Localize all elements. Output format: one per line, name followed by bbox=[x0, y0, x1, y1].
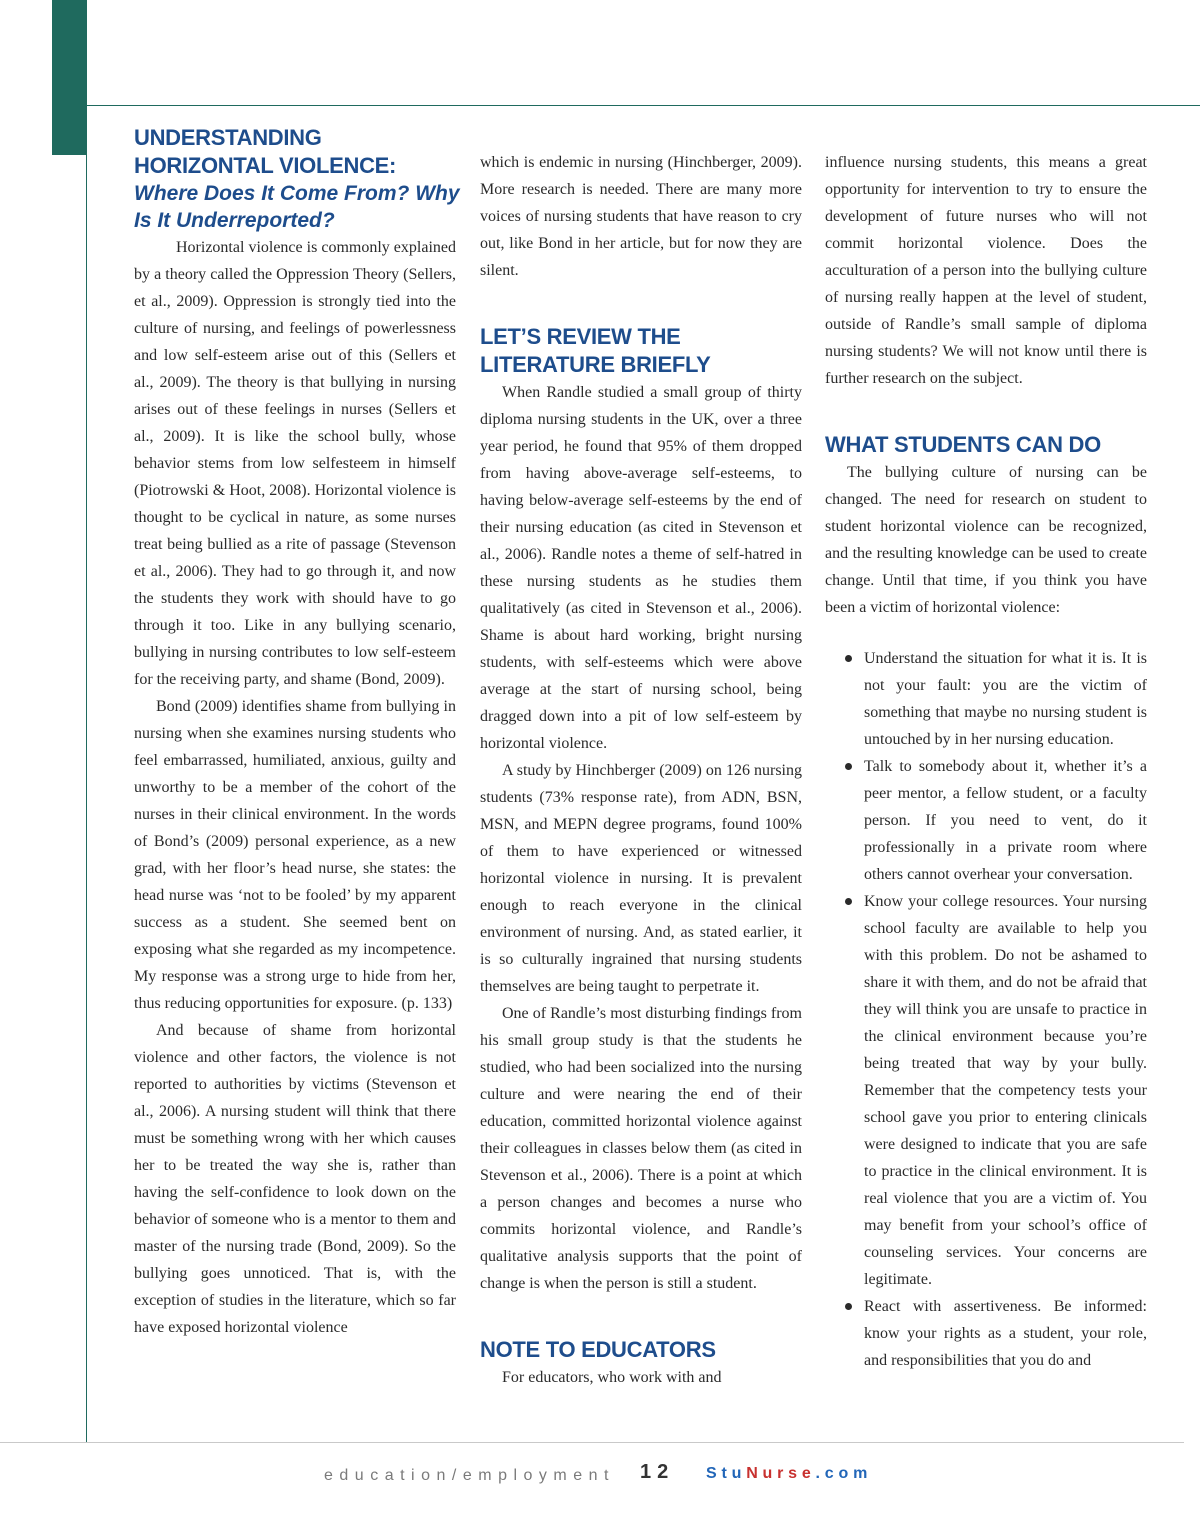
list-item: Talk to somebody about it, whether it’s a peer mentor, a fellow student, or a faculty person. If you need to vent, do it professionally in a private room where others cannot overhear your conversation. bbox=[825, 753, 1147, 888]
paragraph: One of Randle’s most disturbing findings from his small group study is that the students he studied, who had been socialized into the nursing culture and were nearing the end of their education, committed horizontal violence against their colleagues in classes below them (as cited in Stevenson et al., 2006). There is a point at which a person changes and becomes a nurse who commits horizontal violence, and Randle’s qualitative analysis supports that the point of change is when the person is still a student. bbox=[480, 1005, 802, 1292]
section-title-students: WHAT STUDENTS CAN DO bbox=[825, 432, 1101, 457]
list-item: Know your college resources. Your nursing school faculty are available to help you with this problem. Do not be ashamed to share it with them, and do not be afraid that they will think you are unsafe to practice in the clinical environment because you’re being treated that way by your bully. Remember that the competency tests your school gave you prior to entering clinicals were designed to indicate that you are safe to practice in the clinical environment. It is real violence that you are a victim of. You may benefit from your school’s office of counseling services. Your concerns are legitimate. bbox=[825, 888, 1147, 1293]
column-2 bbox=[480, 149, 802, 1391]
top-rule bbox=[86, 105, 1200, 106]
paragraph: The bullying culture of nursing can be changed. The need for research on student to student horizontal violence can be recognized, and the resulting knowledge can be used to create change. Until that time, if you think you have been a victim of horizontal violence: bbox=[825, 464, 1147, 616]
page-footer bbox=[0, 1461, 1200, 1491]
paragraph: Bond (2009) identifies shame from bullying in nursing when she examines nursing students who feel embarrassed, humiliated, anxious, guilty and unworthy to be a member of the cohort of the nurses in their clinical environment. In the words of Bond’s (2009) personal experience, as a new grad, with her floor’s head nurse, she states: the head nurse was ‘not to be fooled’ by my apparent success as a student. She seemed bent on exposing what she regarded as my incompetence. My response was a strong urge to hide from her, thus reducing opportunities for exposure. (p. 133) bbox=[134, 698, 456, 1012]
bullet-icon bbox=[845, 898, 852, 905]
column-3 bbox=[825, 149, 1147, 1374]
paragraph-continued: influence nursing students, this means a great opportunity for intervention to try to ensure the development of future nurses who will not commit horizontal violence. Does the acculturation of a person into the bullying culture of nursing really happen at the level of student, outside of Randle’s small sample of diploma nursing students? We will not know until there is further research on the subject. bbox=[825, 154, 1147, 387]
bullet-icon bbox=[845, 763, 852, 770]
paragraph: A study by Hinchberger (2009) on 126 nursing students (73% response rate), from ADN, BSN, MSN, and MEPN degree programs, found 100% of them to have experienced or witnessed horizontal violence in nursing. It is prevalent enough to reach everyone in the clinical environment of nursing. And, as stated earlier, it is so culturally ingrained that nursing students themselves are being taught to perpetrate it. bbox=[480, 762, 802, 995]
bottom-rule bbox=[0, 1442, 1184, 1443]
column-1 bbox=[134, 124, 460, 1341]
footer-section-label: education/employment bbox=[324, 1467, 615, 1484]
bullet-icon bbox=[845, 1303, 852, 1310]
section-title-literature: LET’S REVIEW THE LITERATURE BRIEFLY bbox=[480, 324, 711, 377]
tips-list bbox=[825, 645, 1147, 1374]
accent-bar bbox=[52, 0, 86, 155]
section-subtitle: Where Does It Come From? Why Is It Underreported? bbox=[134, 182, 460, 232]
list-item: Understand the situation for what it is. It is not your fault: you are the victim of something that maybe no nursing student is untouched by in her nursing education. bbox=[825, 645, 1147, 753]
list-item: React with assertiveness. Be informed: know your rights as a student, your role, and responsibilities that you do and bbox=[825, 1293, 1147, 1374]
paragraph: Horizontal violence is commonly explained by a theory called the Oppression Theory (Sellers, et al., 2009). Oppression is strongly tied into the culture of nursing, and feelings of powerlessness and low self-esteem arise out of this (Sellers et al., 2009). The theory is that bullying in nursing arises out of these feelings in nurses (Sellers et al., 2009). It is like the school bully, whose behavior stems from low selfesteem in himself (Piotrowski & Hoot, 2008). Horizontal violence is thought to be cyclical in nature, as some nurses treat being bullied as a rite of passage (Stevenson et al., 2006). They had to go through it, and now the students they work with should have to go through it too. Like in any bullying scenario, bullying in nursing contributes to low self-esteem for the receiving party, and shame (Bond, 2009). bbox=[134, 239, 456, 688]
vertical-rule bbox=[86, 0, 87, 1442]
footer-site-url[interactable]: StuNurse.com bbox=[706, 1465, 873, 1482]
paragraph: And because of shame from horizontal violence and other factors, the violence is not reported to authorities by victims (Stevenson et al., 2006). A nursing student will think that there must be something wrong with her which causes her to be treated the way she is, rather than having the self-confidence to look down on the behavior of someone who is a mentor to them and master of the nursing trade (Bond, 2009). So the bullying goes unnoticed. That is, with the exception of studies in the literature, which so far have exposed horizontal violence bbox=[134, 1022, 456, 1336]
bullet-icon bbox=[845, 655, 852, 662]
paragraph: For educators, who work with and bbox=[502, 1369, 722, 1386]
section-title-educators: NOTE TO EDUCATORS bbox=[480, 1337, 716, 1362]
paragraph: When Randle studied a small group of thirty diploma nursing students in the UK, over a three year period, he found that 95% of them dropped from having above-average self-esteems, to having below-average self-esteems by the end of their nursing education (as cited in Stevenson et al., 2006). Randle notes a theme of self-hatred in these nursing students as he studies them qualitatively (as cited in Stevenson et al., 2006). Shame is about hard working, bright nursing students, with self-esteems which were above average at the start of nursing school, being dragged down into a pit of low self-esteem by horizontal violence. bbox=[480, 384, 802, 752]
page-number: 12 bbox=[640, 1461, 675, 1483]
section-title-understanding: UNDERSTANDING HORIZONTAL VIOLENCE: bbox=[134, 125, 397, 178]
paragraph-continued: which is endemic in nursing (Hinchberger, 2009). More research is needed. There are many more voices of nursing students that have reason to cry out, like Bond in her article, but for now they are silent. bbox=[480, 154, 802, 279]
